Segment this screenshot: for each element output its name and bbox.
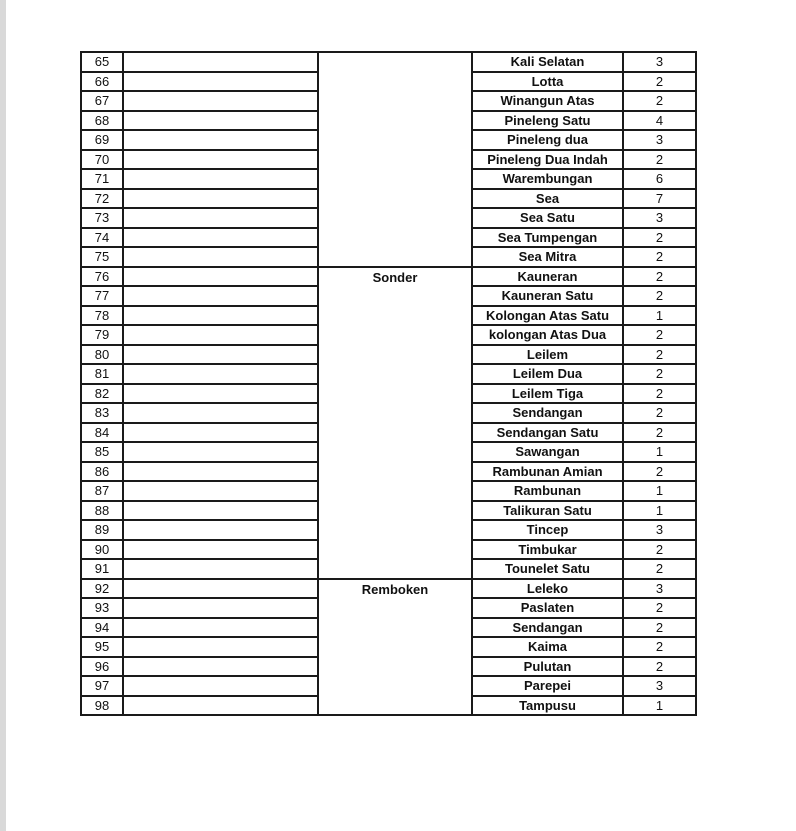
empty-cell (123, 481, 318, 501)
empty-cell (123, 169, 318, 189)
count-value: 2 (623, 618, 696, 638)
count-value: 3 (623, 520, 696, 540)
desa-name: Pulutan (472, 657, 623, 677)
desa-name: Tounelet Satu (472, 559, 623, 579)
desa-name: Leleko (472, 579, 623, 599)
count-value: 4 (623, 111, 696, 131)
row-number: 65 (81, 52, 123, 72)
desa-name: Lotta (472, 72, 623, 92)
empty-cell (123, 637, 318, 657)
count-value: 1 (623, 442, 696, 462)
empty-cell (123, 657, 318, 677)
row-number: 79 (81, 325, 123, 345)
empty-cell (123, 501, 318, 521)
row-number: 90 (81, 540, 123, 560)
count-value: 3 (623, 579, 696, 599)
count-value: 2 (623, 423, 696, 443)
empty-cell (123, 52, 318, 72)
row-number: 68 (81, 111, 123, 131)
empty-cell (123, 696, 318, 716)
row-number: 80 (81, 345, 123, 365)
count-value: 1 (623, 306, 696, 326)
desa-name: Pineleng dua (472, 130, 623, 150)
row-number: 91 (81, 559, 123, 579)
row-number: 86 (81, 462, 123, 482)
empty-cell (123, 72, 318, 92)
desa-name: Pineleng Satu (472, 111, 623, 131)
row-number: 75 (81, 247, 123, 267)
desa-name: Kali Selatan (472, 52, 623, 72)
row-number: 98 (81, 696, 123, 716)
empty-cell (123, 91, 318, 111)
desa-name: Leilem Dua (472, 364, 623, 384)
count-value: 3 (623, 52, 696, 72)
desa-name: Kolongan Atas Satu (472, 306, 623, 326)
row-number: 69 (81, 130, 123, 150)
desa-name: Sendangan (472, 403, 623, 423)
desa-name: Leilem (472, 345, 623, 365)
empty-cell (123, 150, 318, 170)
row-number: 70 (81, 150, 123, 170)
empty-cell (123, 462, 318, 482)
desa-name: Parepei (472, 676, 623, 696)
row-number: 88 (81, 501, 123, 521)
empty-cell (123, 247, 318, 267)
count-value: 2 (623, 345, 696, 365)
desa-name: Tincep (472, 520, 623, 540)
row-number: 95 (81, 637, 123, 657)
empty-cell (123, 286, 318, 306)
count-value: 2 (623, 403, 696, 423)
table-row (81, 579, 696, 599)
data-table (80, 51, 697, 716)
kecamatan-cell: Sonder (318, 267, 472, 579)
count-value: 1 (623, 481, 696, 501)
row-number: 96 (81, 657, 123, 677)
row-number: 89 (81, 520, 123, 540)
kecamatan-cell: Remboken (318, 579, 472, 716)
row-number: 97 (81, 676, 123, 696)
desa-name: Sea (472, 189, 623, 209)
empty-cell (123, 403, 318, 423)
row-number: 81 (81, 364, 123, 384)
empty-cell (123, 364, 318, 384)
desa-name: Talikuran Satu (472, 501, 623, 521)
empty-cell (123, 559, 318, 579)
count-value: 2 (623, 91, 696, 111)
row-number: 85 (81, 442, 123, 462)
empty-cell (123, 423, 318, 443)
row-number: 92 (81, 579, 123, 599)
count-value: 2 (623, 384, 696, 404)
desa-name: Sea Tumpengan (472, 228, 623, 248)
empty-cell (123, 228, 318, 248)
count-value: 2 (623, 559, 696, 579)
empty-cell (123, 345, 318, 365)
kecamatan-cell (318, 52, 472, 267)
empty-cell (123, 306, 318, 326)
desa-name: kolongan Atas Dua (472, 325, 623, 345)
empty-cell (123, 189, 318, 209)
empty-cell (123, 598, 318, 618)
desa-name: Pineleng Dua Indah (472, 150, 623, 170)
empty-cell (123, 111, 318, 131)
page-edge (0, 0, 6, 831)
desa-name: Sea Satu (472, 208, 623, 228)
desa-name: Sawangan (472, 442, 623, 462)
desa-name: Leilem Tiga (472, 384, 623, 404)
row-number: 77 (81, 286, 123, 306)
count-value: 7 (623, 189, 696, 209)
empty-cell (123, 325, 318, 345)
empty-cell (123, 384, 318, 404)
count-value: 2 (623, 598, 696, 618)
empty-cell (123, 676, 318, 696)
desa-name: Kauneran (472, 267, 623, 287)
empty-cell (123, 267, 318, 287)
desa-name: Kauneran Satu (472, 286, 623, 306)
count-value: 1 (623, 501, 696, 521)
row-number: 87 (81, 481, 123, 501)
data-table-container (80, 51, 697, 716)
count-value: 3 (623, 208, 696, 228)
row-number: 66 (81, 72, 123, 92)
count-value: 2 (623, 72, 696, 92)
desa-name: Sendangan Satu (472, 423, 623, 443)
count-value: 2 (623, 637, 696, 657)
row-number: 82 (81, 384, 123, 404)
row-number: 83 (81, 403, 123, 423)
empty-cell (123, 442, 318, 462)
count-value: 2 (623, 540, 696, 560)
desa-name: Warembungan (472, 169, 623, 189)
count-value: 2 (623, 228, 696, 248)
row-number: 74 (81, 228, 123, 248)
count-value: 3 (623, 676, 696, 696)
empty-cell (123, 520, 318, 540)
desa-name: Timbukar (472, 540, 623, 560)
count-value: 2 (623, 150, 696, 170)
count-value: 2 (623, 286, 696, 306)
row-number: 71 (81, 169, 123, 189)
count-value: 1 (623, 696, 696, 716)
row-number: 93 (81, 598, 123, 618)
count-value: 2 (623, 462, 696, 482)
row-number: 73 (81, 208, 123, 228)
count-value: 2 (623, 657, 696, 677)
count-value: 3 (623, 130, 696, 150)
empty-cell (123, 579, 318, 599)
desa-name: Winangun Atas (472, 91, 623, 111)
desa-name: Tampusu (472, 696, 623, 716)
desa-name: Sendangan (472, 618, 623, 638)
desa-name: Sea Mitra (472, 247, 623, 267)
count-value: 2 (623, 247, 696, 267)
count-value: 2 (623, 325, 696, 345)
row-number: 72 (81, 189, 123, 209)
desa-name: Rambunan Amian (472, 462, 623, 482)
empty-cell (123, 618, 318, 638)
desa-name: Kaima (472, 637, 623, 657)
desa-name: Paslaten (472, 598, 623, 618)
row-number: 67 (81, 91, 123, 111)
row-number: 94 (81, 618, 123, 638)
count-value: 2 (623, 364, 696, 384)
row-number: 84 (81, 423, 123, 443)
table-row (81, 267, 696, 287)
row-number: 76 (81, 267, 123, 287)
count-value: 6 (623, 169, 696, 189)
desa-name: Rambunan (472, 481, 623, 501)
count-value: 2 (623, 267, 696, 287)
empty-cell (123, 130, 318, 150)
table-row (81, 52, 696, 72)
row-number: 78 (81, 306, 123, 326)
empty-cell (123, 208, 318, 228)
empty-cell (123, 540, 318, 560)
